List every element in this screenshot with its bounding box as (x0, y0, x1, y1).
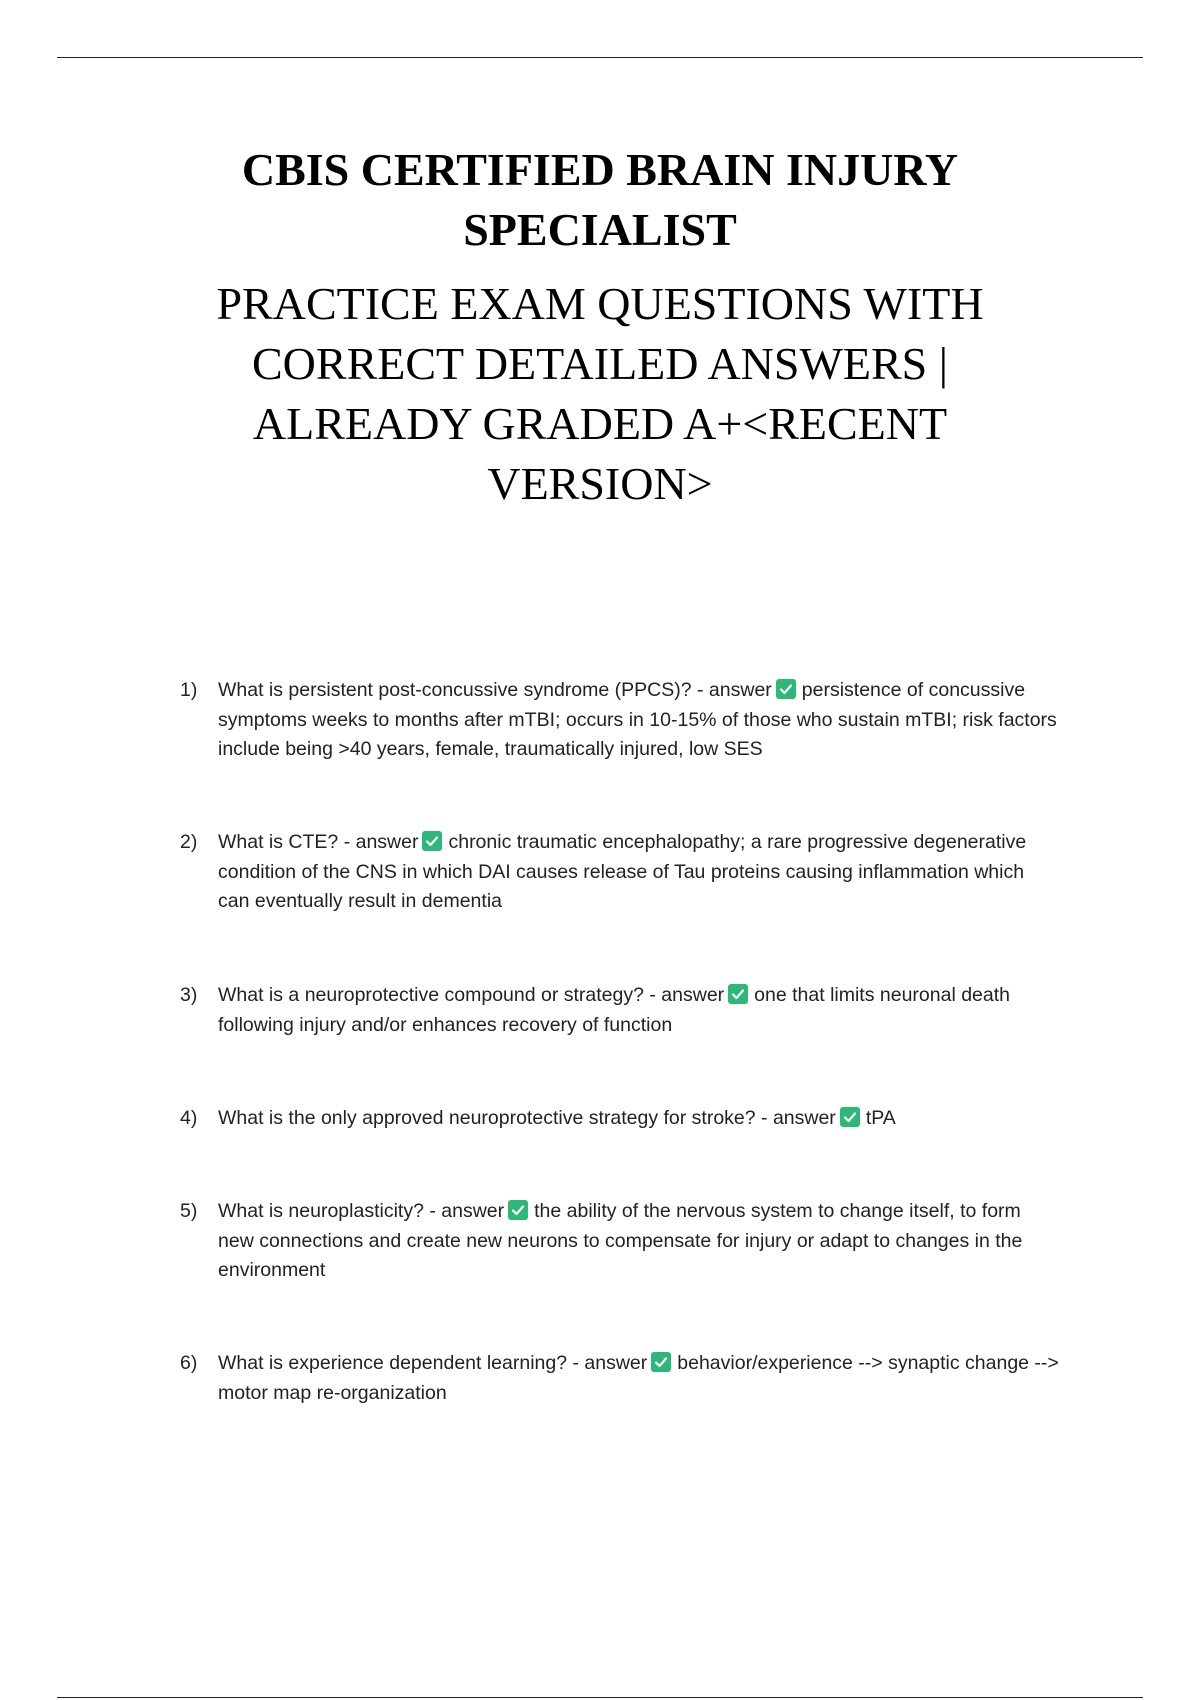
answer-text: persistence of concussive symptoms weeks to months after mTBI; occurs in 10-15% of those who sustain mTBI; risk factors include being >40 years, female, traumatically injured, low SES (218, 679, 1057, 760)
qa-number: 5) (180, 1200, 198, 1222)
answer-text: behavior/experience --> synaptic change --> motor map re-organization (218, 1352, 1059, 1404)
qa-number: 1) (180, 679, 198, 701)
answer-text: chronic traumatic encephalopathy; a rare progressive degenerative condition of the CNS in which DAI causes release of Tau proteins causing inflammation which can eventually result in dementia (218, 831, 1027, 912)
qa-number: 4) (180, 1107, 198, 1129)
bottom-rule (57, 1697, 1143, 1698)
question-text: What is persistent post-concussive syndrome (PPCS)? - answer (218, 679, 772, 701)
check-box-icon (651, 1352, 671, 1372)
document-subtitle: PRACTICE EXAM QUESTIONS WITH CORRECT DETAILED ANSWERS | ALREADY GRADED A+<RECENT VERSION> (216, 278, 984, 509)
question-text: What is the only approved neuroprotective strategy for stroke? - answer (218, 1107, 836, 1129)
answer-text: the ability of the nervous system to change itself, to form new connections and create new neurons to compensate for injury or adapt to changes in the environment (218, 1200, 1023, 1281)
qa-text (218, 1349, 1060, 1408)
check-box-icon (728, 984, 748, 1004)
question-text: What is a neuroprotective compound or strategy? - answer (218, 984, 725, 1006)
answer-text: one that limits neuronal death following injury and/or enhances recovery of function (218, 984, 1011, 1036)
answer-text: tPA (865, 1107, 896, 1129)
question-text: What is neuroplasticity? - answer (218, 1200, 505, 1222)
qa-text (218, 981, 1060, 1040)
question-text: What is CTE? - answer (218, 831, 419, 853)
qa-text (218, 676, 1060, 765)
check-box-icon (422, 831, 442, 851)
check-box-icon (508, 1200, 528, 1220)
qa-number: 2) (180, 831, 198, 853)
qa-text (218, 828, 1060, 917)
check-box-icon (776, 679, 796, 699)
qa-text (218, 1104, 1060, 1134)
document-title: CBIS CERTIFIED BRAIN INJURY SPECIALIST (241, 144, 959, 255)
qa-number: 6) (180, 1352, 198, 1374)
check-box-icon (840, 1107, 860, 1127)
qa-number: 3) (180, 984, 198, 1006)
question-text: What is experience dependent learning? - answer (218, 1352, 648, 1374)
qa-text (218, 1197, 1060, 1286)
